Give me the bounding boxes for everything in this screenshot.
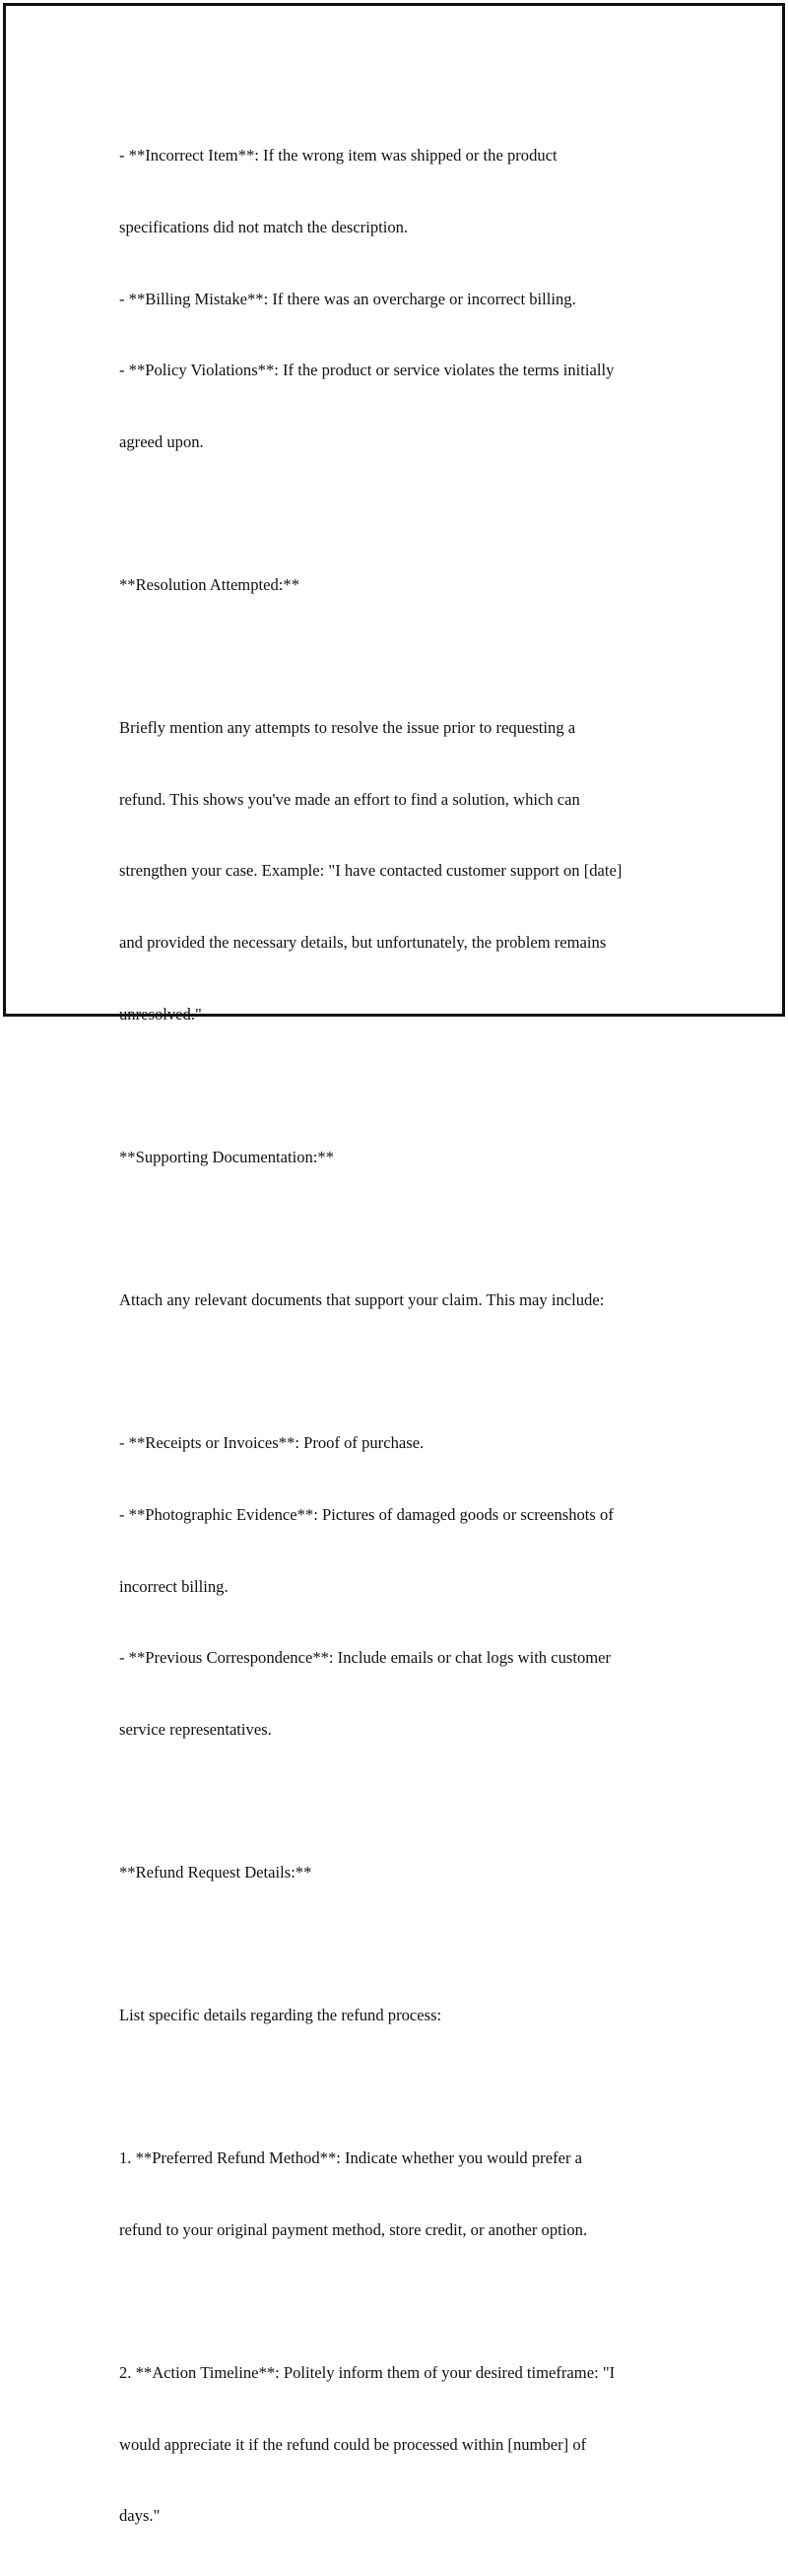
document-body [119, 97, 681, 2576]
heading-line: **Resolution Attempted:** [119, 575, 299, 595]
refund-list-item-1 [119, 2099, 681, 2290]
text-line: specifications did not match the description. [119, 218, 409, 237]
section-heading-resolution [119, 526, 681, 645]
text-line: 2. **Action Timeline**: Politely inform them of your desired timeframe: "I [119, 2363, 616, 2383]
text-line: - **Previous Correspondence**: Include emails or chat logs with customer [119, 1648, 612, 1668]
refund-list-item-2 [119, 2314, 681, 2576]
text-line: days." [119, 2506, 161, 2526]
refund-details-intro [119, 1956, 681, 2076]
text-line: incorrect billing. [119, 1576, 229, 1596]
section-heading-refund-details [119, 1814, 681, 1933]
text-line: refund. This shows you've made an effort to find a solution, which can [119, 789, 580, 809]
text-line: List specific details regarding the refund process: [119, 2006, 442, 2025]
text-line: refund to your original payment method, store credit, or another option. [119, 2219, 588, 2239]
text-line: would appreciate it if the refund could be processed within [number] of [119, 2434, 587, 2454]
text-line: - **Receipts or Invoices**: Proof of purchase. [119, 1433, 425, 1453]
text-line: - **Incorrect Item**: If the wrong item was shipped or the product [119, 146, 558, 165]
heading-line: **Refund Request Details:** [119, 1862, 312, 1882]
heading-line: **Supporting Documentation:** [119, 1147, 335, 1166]
text-line: Briefly mention any attempts to resolve the issue prior to requesting a [119, 718, 576, 738]
text-line: agreed upon. [119, 431, 204, 451]
reasons-list [119, 97, 681, 501]
document-page [3, 3, 785, 2526]
resolution-paragraph [119, 669, 681, 1074]
text-line: 1. **Preferred Refund Method**: Indicate whether you would prefer a [119, 2148, 582, 2168]
documentation-intro [119, 1241, 681, 1360]
section-heading-documentation [119, 1097, 681, 1217]
text-line: unresolved." [119, 1004, 202, 1024]
text-line: - **Photographic Evidence**: Pictures of damaged goods or screenshots of [119, 1504, 614, 1524]
text-line: strengthen your case. Example: "I have contacted customer support on [date] [119, 861, 623, 881]
text-line: Attach any relevant documents that support your claim. This may include: [119, 1290, 605, 1310]
text-line: - **Billing Mistake**: If there was an overcharge or incorrect billing. [119, 289, 576, 308]
text-line: and provided the necessary details, but unfortunately, the problem remains [119, 933, 607, 953]
text-line: service representatives. [119, 1719, 272, 1739]
text-line: - **Policy Violations**: If the product or service violates the terms initially [119, 361, 615, 380]
documentation-list [119, 1384, 681, 1789]
